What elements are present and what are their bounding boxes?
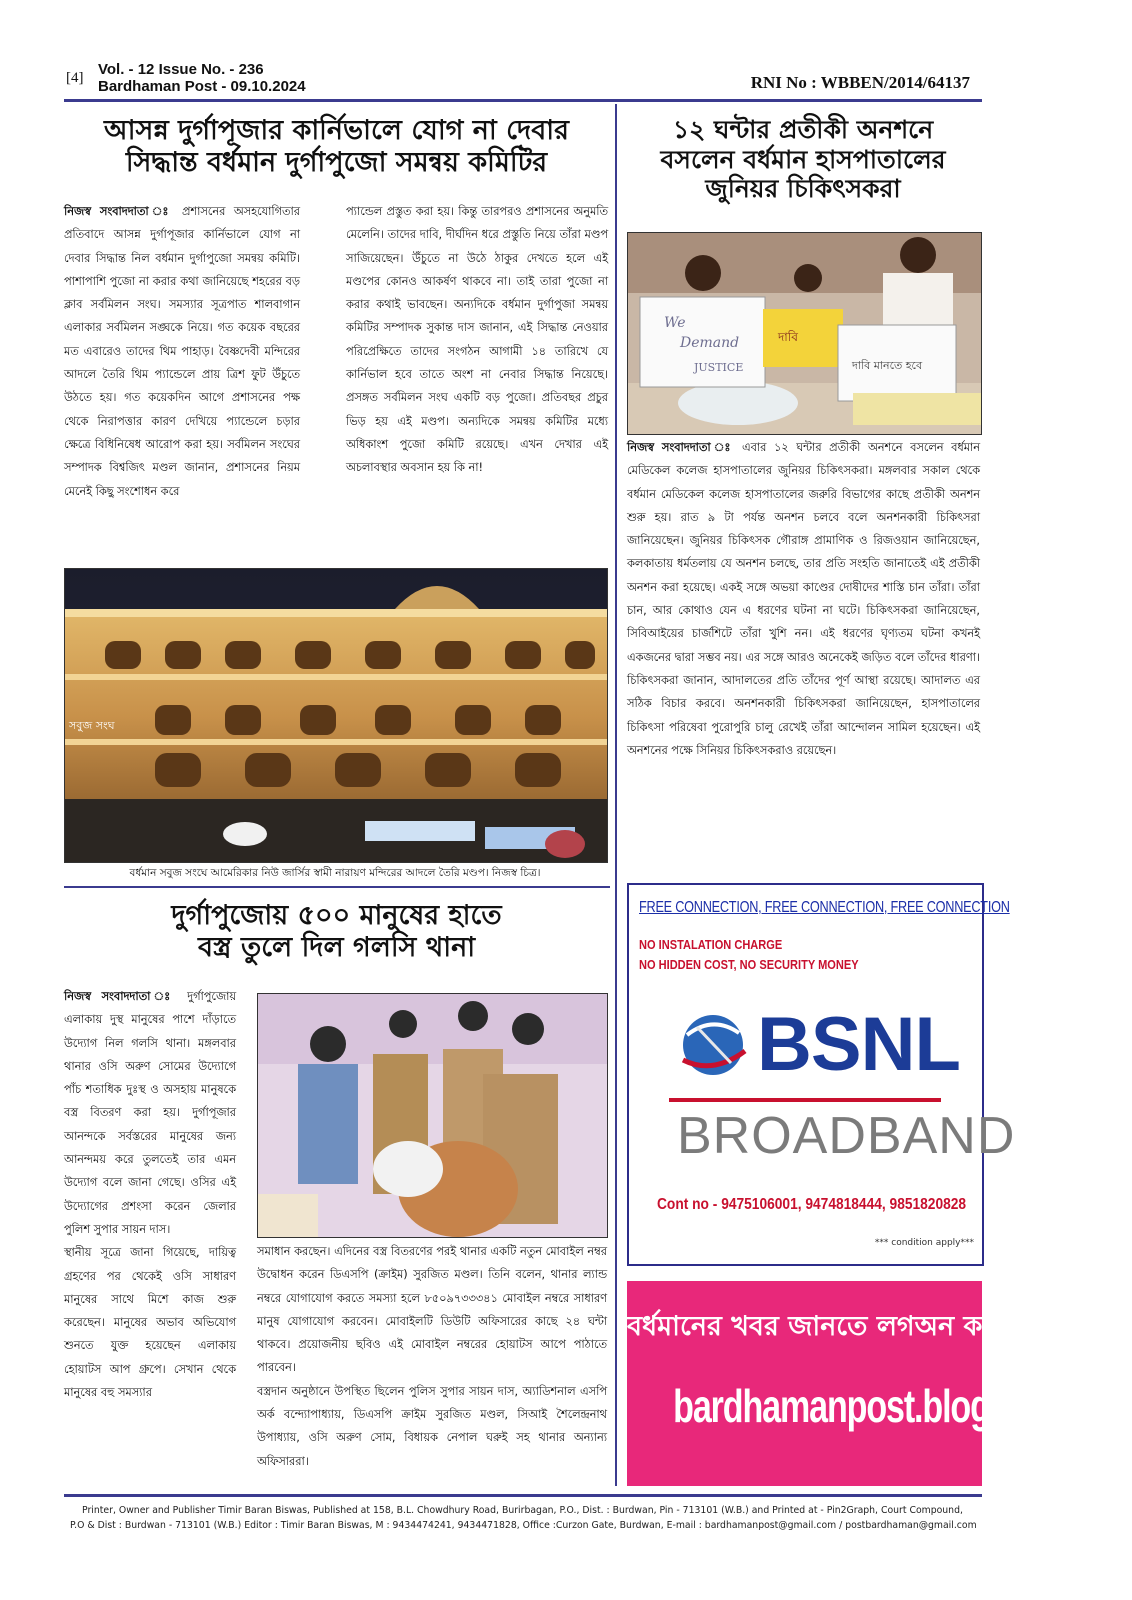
story1-column-1 — [64, 200, 300, 558]
poster-text-mid: দাবি — [778, 330, 798, 344]
rni-number: RNI No : WBBEN/2014/64137 — [750, 73, 970, 92]
story2-headline-line1: ১২ ঘন্টার প্রতীকী অনশনে — [672, 115, 934, 144]
story3-headline — [64, 900, 609, 964]
bsnl-broadband-ad[interactable] — [627, 883, 1016, 1266]
story2-headline-line2: বসলেন বর্ধমান হাসপাতালের — [660, 144, 946, 174]
poster-text-justice: JUSTICE — [694, 361, 744, 374]
story1-col1-text: প্রশাসনের অসহযোগিতার প্রতিবাদে আসন্ন দুর্গাপূজার কার্নিভালে যোগ না দেবার সিদ্ধান্ত নিল বর্ধমান দুর্গাপুজো সমন্বয় কমিটি। পাশাপাশি পুজো না করার কথা জানিয়েছে শহরের বড় ক্লাব সর্বমিলন সংঘ। সমস্যার সূত্রপাত শালবাগান এলাকার সর্বমিলন সঙ্ঘকে নিয়ে। গত কয়েক বছরের মত এবারেও তাদের থিম পাহাড়। বৈষ্ণদেবী মন্দিরের আদলে তৈরি থিম প্যান্ডেলে প্রায় ত্রিশ ফুট উঁচুতে উঠতে হয়। গত কয়েকদিন আগে প্রশাসনের পক্ষ থেকে নিরাপত্তার কারণ দেখিয়ে প্যান্ডেলে চড়ার ক্ষেত্রে বিধিনিষেধ আরোপ করা হয়। সর্বমিলন সংঘের সম্পাদক বিশ্বজিৎ মণ্ডল জানান, প্রশাসনের নিয়ম মেনেই কিছু সংশোধন করে — [64, 205, 300, 498]
volume-issue: Vol. - 12 Issue No. - 236 — [98, 61, 264, 78]
ad-no-installation: NO INSTALATION CHARGE — [639, 937, 783, 952]
story2-headline — [624, 115, 982, 204]
story3-col2-text: সমাধান করছেন। এদিনের বস্ত্র বিতরণের পরই থানার একটি নতুন মোবাইল নম্বর উদ্বোধন করেন ডিএসপি (ক্রাইম) সুরজিত মণ্ডল। তিনি বলেন, থানার ল্যান্ড নম্বরে যোগাযোগ করতে সমস্যা হলে ৮৫০৯৭৩৩৩৪১ মোবাইল নম্বরে সাধারণ মানুষ যোগাযোগ করবেন। মোবাইলটি ডিউটি অফিসারের কাছে ২৪ ঘন্টা থাকবে। প্রয়োজনীয় ছবিও এই মোবাইল নম্বরের হোয়াটস আপে পাঠাতে পারবেন। — [257, 1245, 607, 1375]
story3-col1-text: দুর্গাপুজোয় এলাকায় দুস্থ মানুষের পাশে দাঁড়াতে উদ্যোগ নিল গলসি থানা। মঙ্গলবার থানার ওসি অরুণ সোমের উদ্যোগে পাঁচ শতাধিক দুঃস্থ ও অসহায় মানুষকে বস্ত্র বিতরণ করা হয়। দুর্গাপূজার আনন্দকে সর্বস্তরের মানুষের জন্য আনন্দময় করে তুলতেই তার এমন উদ্যোগ বলে জানা গেছে। ওসির এই উদ্যোগের প্রশংসা করেন জেলার পুলিশ সুপার সায়ন দাস। — [64, 990, 237, 1236]
story1-column-2 — [346, 200, 608, 558]
story2-body-text: এবার ১২ ঘন্টার প্রতীকী অনশনে বসলেন বর্ধমান মেডিকেল কলেজ হাসপাতালের জুনিয়র চিকিৎসকরা। মঙ্গলবার সকাল থেকে বর্ধমান মেডিকেল কলেজ হাসপাতালের জরুরি বিভাগের কাছে প্রতীকী অনশন শুরু হয়। রাত ৯ টা পর্যন্ত অনশন চলবে বলে অনশনকারী চিকিৎসরা জানিয়েছেন। জুনিয়র চিকিৎসক গৌরাঙ্গ প্রামাণিক ও রিজওয়ান জানিয়েছেন, কলকাতায় ধর্মতলায় যে অনশন চলছে, তার প্রতি সংহতি জানাতেই এই প্রতীকী অনশন করা হয়েছে। একই সঙ্গে অভয়া কাণ্ডের দোষীদের শাস্তি চান তাঁরা। তাঁরা চান, আর কোথাও যেন এ ধরণের ঘটনা না ঘটে। চিকিৎসকরা জানিয়েছেন, সিবিআইয়ের চার্জশিটে তাঁরা খুশি নন। এই ধরণের ঘৃণ্যতম ঘটনা কখনই একজনের দ্বারা সম্ভব নয়। এর সঙ্গে আরও অনেকেই জড়িত বলে তাঁদের ধারণা। চিকিৎসকরা জানান, আদালতের প্রতি তাঁদের পূর্ণ আস্থা রয়েছে। আদালত এর সঠিক বিচার করবে। অনশনকারী চিকিৎসকরা জানিয়েছেন, হাসপাতালের চিকিৎসা পরিষেবা পুরোপুরি চালু রেখেই তাঁরা আন্দোলন সামিল হয়েছেন। এই অনশনের পক্ষে সিনিয়র চিকিৎসকরাও রয়েছেন। — [627, 441, 981, 757]
poster-text-demand: Demand — [680, 335, 740, 351]
poster-text-right: দাবি মানতে হবে — [852, 359, 923, 372]
story2-headline-line3: জুনিয়র চিকিৎসকরা — [705, 174, 901, 203]
bsnl-condition-note: *** condition apply*** — [874, 1238, 974, 1248]
story2-byline: নিজস্ব সংবাদদাতা ঃ — [627, 441, 735, 454]
blog-ad-url[interactable]: bardhamanpost.blogspot.com — [673, 1380, 1132, 1432]
poster-right — [838, 325, 956, 401]
imprint-line-1: Printer, Owner and Publisher Timir Baran Biswas, Published at 158, B.L. Chowdhury Road, Burirbagan, P.O., Dist. : Burdwan, Pin - 713101 (W.B.) and Printed at - Pin2Graph, Court Compound, — [82, 1505, 963, 1516]
paper-date: Bardhaman Post - 09.10.2024 — [98, 78, 306, 95]
story1-col2-text: প্যান্ডেল প্রস্তুত করা হয়। কিন্তু তারপরও প্রশাসনের অনুমতি মেলেনি। তাদের দাবি, দীর্ঘদিন ধরে প্রস্তুতি নিয়ে তাঁরা মণ্ডপ সাজিয়েছেন। উঁচুতে না উঠে ঠাকুর দেখতে হলে এই মণ্ডপের কোনও আকর্ষণ থাকবে না। তাই তারা পুজো না করার কথাই ভাবছেন। অন্যদিকে বর্ধমান দুর্গাপুজা সমন্বয় কমিটির সম্পাদক সুকান্ত দাস জানান, এই সিদ্ধান্ত নেওয়ার পরিপ্রেক্ষিতে তাদের সংগঠন আগামী ১৪ তারিখে যে কার্নিভাল হবে তাতে অংশ না নেবার সিদ্ধান্ত নিয়েছে। প্রসঙ্গত সর্বমিলন সংঘ একটি বড় পুজো। প্রতিবছর প্রচুর ভিড় হয় এই মণ্ডপ। অন্যদিকে সমন্বয় কমিটির মধ্যে অধিকাংশ পুজো কমিটি রয়েছে। এখন দেখার এই অচলাবস্থার অবসান হয় কি না! — [346, 205, 608, 475]
header-rule — [64, 99, 982, 102]
pandal-sign-text: সবুজ সংঘ — [69, 719, 115, 732]
blog-ad[interactable] — [627, 1281, 1132, 1486]
story3-photo-cloth-distribution — [257, 993, 608, 1238]
story2-body — [627, 436, 980, 866]
story1-headline-line1: আসন্ন দুর্গাপূজার কার্নিভালে যোগ না দেবার — [104, 115, 569, 146]
ad-free-connection: FREE CONNECTION, FREE CONNECTION, FREE CONNECTION — [639, 899, 1010, 916]
story3-byline: নিজস্ব সংবাদদাতা ঃ — [64, 990, 177, 1003]
story-separator — [64, 886, 610, 888]
masthead-info — [98, 61, 306, 95]
story1-photo-caption: বর্ধমান সবুজ সংঘে আমেরিকার নিউ জার্সির স্বামী নারায়ণ মন্দিরের আদলে তৈরি মণ্ডপ। নিজস্ব চিত্র। — [129, 867, 541, 879]
story3-col1b-text: স্থানীয় সূত্রে জানা গিয়েছে, দায়িত্ব গ্রহণের পর থেকেই ওসি সাধারণ মানুষের সাথে মিশে কাজ শুরু করেছেন। মানুষের অভাব অভিযোগ শুনতে যুক্ত হয়েছেন এলাকায় হোয়াটস আপ গ্রুপে। সেখান থেকে মানুষের বহু সমস্যার — [64, 1246, 236, 1400]
bsnl-contact-numbers: Cont no - 9475106001, 9474818444, 9851820828 — [657, 1196, 967, 1213]
story1-headline-line2: সিদ্ধান্ত বর্ধমান দুর্গাপুজো সমন্বয় কমিটির — [125, 146, 548, 178]
story3-column-1 — [64, 985, 236, 1487]
bsnl-red-rule — [669, 1098, 941, 1102]
story3-col2b-text: বস্ত্রদান অনুষ্ঠানে উপস্থিত ছিলেন পুলিস সুপার সায়ন দাস, অ্যাডিশনাল এসপি অর্ক বন্দ্যোপাধ্যায়, ডিএসপি ক্রাইম সুরজিত মণ্ডল, সিআই শৈলেন্দ্রনাথ উপাধ্যায়, ওসি অরুণ সোম, বিধায়ক নেপাল ঘরুই সহ থানার অন্যান্য অফিসাররা। — [257, 1384, 607, 1468]
ad-no-hidden-cost: NO HIDDEN COST, NO SECURITY MONEY — [639, 957, 859, 972]
poster-yellow — [763, 309, 843, 367]
bsnl-brand-text: BSNL — [757, 1002, 960, 1087]
bsnl-logo-icon — [673, 1005, 753, 1085]
page-number: [4] — [66, 70, 84, 86]
story3-column-2 — [257, 1240, 607, 1490]
imprint-line-2: P.O & Dist : Burdwan - 713101 (W.B.) Editor : Timir Baran Biswas, M : 9434474241, 9434471828, Office :Curzon Gate, Burdwan, E-mail : bardhamanpost@gmail.com / postbardhaman@gmail.com — [70, 1520, 977, 1531]
story2-photo-hunger-strike — [627, 232, 982, 435]
column-divider — [615, 104, 617, 1486]
poster-we-demand-justice — [640, 297, 765, 387]
story1-byline: নিজস্ব সংবাদদাতা ঃ — [64, 205, 174, 218]
bsnl-broadband-text: BROADBAND — [677, 1107, 1016, 1165]
poster-text-we: We — [664, 315, 686, 331]
story1-photo-pandal — [64, 568, 608, 863]
footer-rule — [64, 1494, 982, 1497]
story1-headline — [64, 115, 609, 179]
blog-ad-tagline: বর্ধমানের খবর জানতে লগঅন করুন — [627, 1311, 1020, 1342]
story3-headline-line2: বস্ত্র তুলে দিল গলসি থানা — [197, 931, 476, 963]
story3-headline-line1: দুর্গাপুজোয় ৫০০ মানুষের হাতে — [171, 900, 502, 931]
